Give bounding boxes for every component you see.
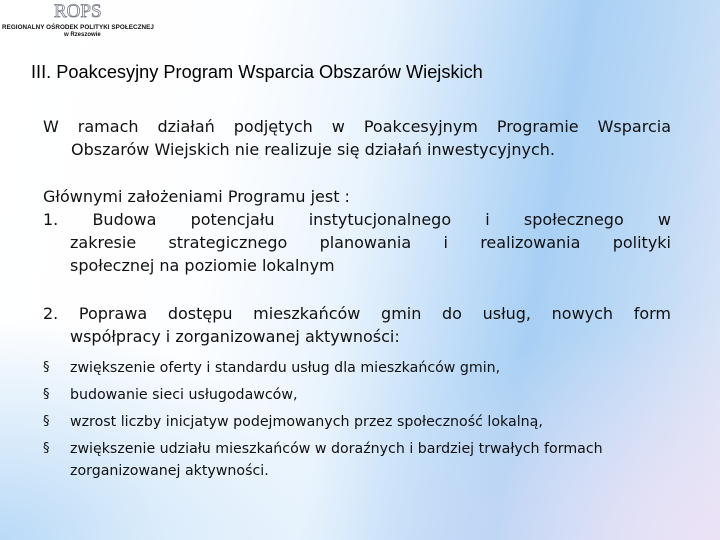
page-title: III. Poakcesyjny Program Wsparcia Obszarów Wiejskich bbox=[31, 62, 483, 82]
rops-logo-mark-text: ROPS bbox=[54, 1, 102, 22]
bullet-text: zwiększenie oferty i standardu usług dla mieszkańców gmin, bbox=[70, 360, 501, 376]
rops-logo-mark bbox=[52, 0, 112, 22]
intro-line-1: W ramach działań podjętych w Poakcesyjnym Programie Wsparcia bbox=[43, 117, 671, 136]
goal-1-line-1: 1. Budowa potencjału instytucjonalnego i społecznego w bbox=[43, 210, 671, 229]
intro-line-2: Obszarów Wiejskich nie realizuje się działań inwestycyjnych. bbox=[71, 140, 555, 159]
goal-2-line-1: 2. Poprawa dostępu mieszkańców gmin do usług, nowych form bbox=[43, 304, 671, 323]
section-sign-icon: § bbox=[43, 360, 50, 375]
bullet-list bbox=[43, 357, 673, 487]
intro-paragraph bbox=[43, 115, 671, 161]
bullet-item bbox=[43, 411, 673, 433]
bullet-text: zwiększenie udziału mieszkańców w doraźnych i bardziej trwałych formach zorganizowanej aktywności. bbox=[70, 441, 603, 479]
logo-organization-name: REGIONALNY OŚRODEK POLITYKI SPOŁECZNEJ bbox=[2, 24, 154, 31]
goals-heading: Głównymi założeniami Programu jest : bbox=[43, 187, 350, 206]
bullet-text: wzrost liczby inicjatyw podejmowanych przez społeczność lokalną, bbox=[70, 414, 543, 430]
section-sign-icon: § bbox=[43, 414, 50, 429]
section-sign-icon: § bbox=[43, 387, 50, 402]
bullet-text: budowanie sieci usługodawców, bbox=[70, 387, 298, 403]
goal-1-line-3: społecznej na poziomie lokalnym bbox=[70, 256, 335, 275]
bullet-item bbox=[43, 384, 673, 406]
goal-1-line-2: zakresie strategicznego planowania i realizowania polityki bbox=[70, 233, 671, 252]
bullet-item bbox=[43, 357, 673, 379]
rops-logo bbox=[2, 2, 162, 42]
bullet-item bbox=[43, 438, 673, 482]
goal-2-line-2: współpracy i zorganizowanej aktywności: bbox=[70, 327, 400, 346]
logo-location: w Rzeszowie bbox=[64, 32, 101, 38]
goal-item-2 bbox=[43, 302, 671, 348]
section-sign-icon: § bbox=[43, 441, 50, 456]
goal-item-1 bbox=[43, 208, 671, 277]
